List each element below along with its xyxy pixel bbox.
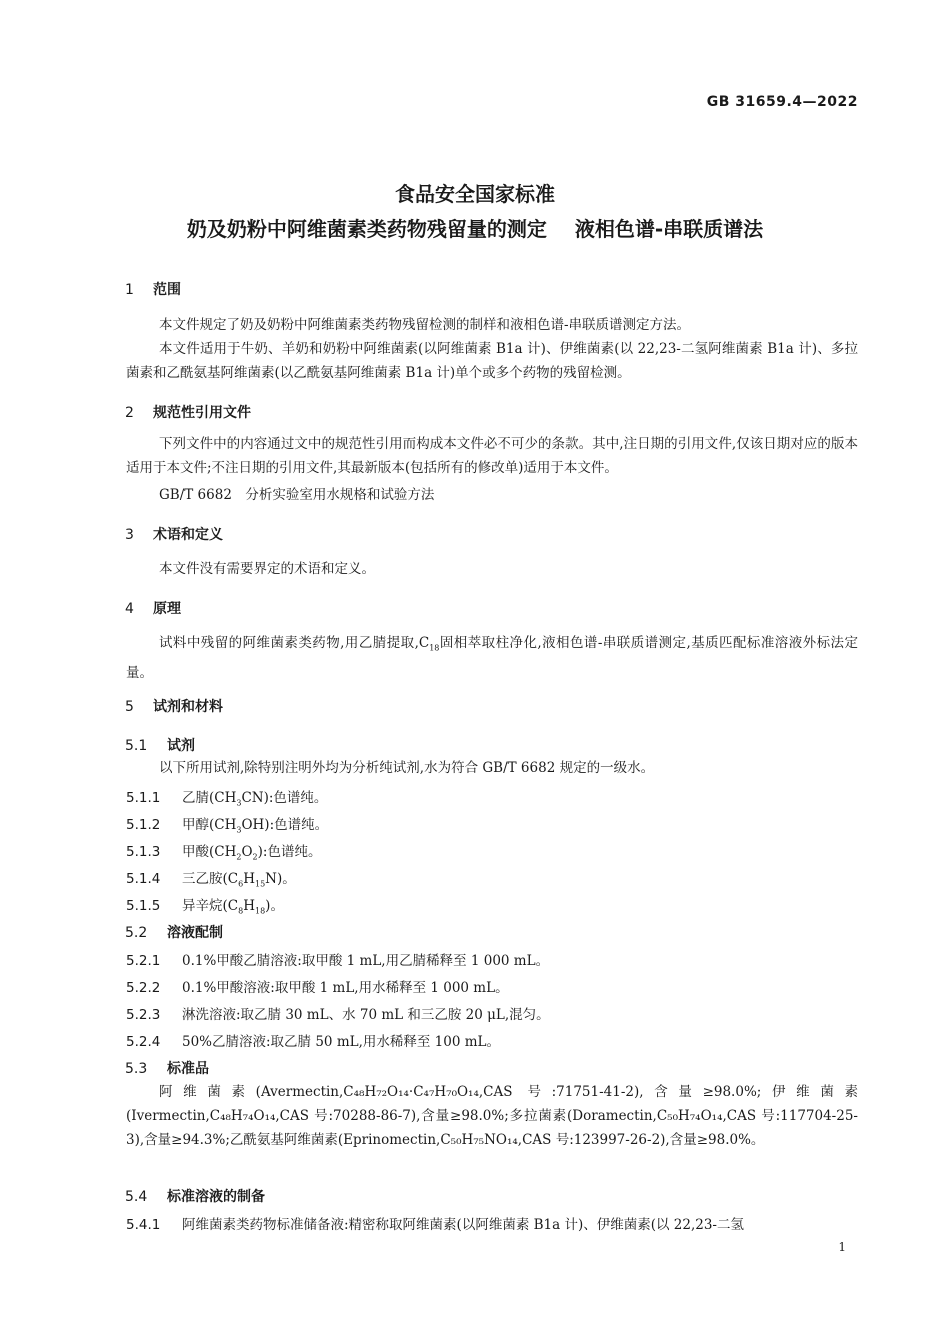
section-1-paragraph-2: 本文件适用于牛奶、羊奶和奶粉中阿维菌素(以阿维菌素 B1a 计)、伊维菌素(以 22,23-二氢阿维菌素 B1a 计)、多拉菌素和乙酰氨基阿维菌素(以乙酰氨基阿维菌素 B1a 计)单个或多个药物的残留检测。 [126, 341, 858, 381]
item-text: 阿维菌素类药物标准储备液:精密称取阿维菌素(以阿维菌素 B1a 计)、伊维菌素(以 22,23-二氢 [182, 1217, 744, 1233]
section-title: 溶液配制 [167, 925, 223, 941]
section-number: 5.1 [125, 738, 148, 754]
section-3-paragraph-1: 本文件没有需要界定的术语和定义。 [159, 561, 375, 577]
text-run: 三乙胺(C [182, 871, 239, 887]
section-number: 2 [125, 405, 134, 421]
subscript: 6 [238, 879, 244, 889]
item-number: 5.2.4 [126, 1034, 161, 1050]
subscript: 15 [254, 879, 266, 889]
section-title: 原理 [153, 601, 181, 617]
text-run: O [241, 844, 253, 860]
list-item [126, 894, 284, 916]
subtitle-method: 液相色谱-串联质谱法 [574, 217, 764, 241]
section-5-1-intro: 以下所用试剂,除特别注明外均为分析纯试剂,水为符合 GB/T 6682 规定的一级水。 [159, 760, 655, 776]
text-run: )。 [265, 898, 284, 914]
text-run: ):色谱纯。 [257, 844, 322, 860]
list-item [126, 786, 327, 808]
list-item [126, 840, 321, 862]
section-2-heading [125, 402, 251, 422]
text-run: H [243, 871, 255, 887]
section-5-heading [125, 696, 223, 716]
section-5-2-heading [125, 922, 223, 942]
section-number: 5.3 [125, 1061, 148, 1077]
text-run: 异辛烷(C [182, 898, 239, 914]
section-title: 术语和定义 [153, 527, 223, 543]
text-run: CN):色谱纯。 [241, 790, 328, 806]
section-5-3-heading [125, 1058, 209, 1078]
section-title: 标准溶液的制备 [167, 1189, 265, 1205]
list-item [126, 1003, 550, 1023]
text-run: 甲醇(CH [182, 817, 237, 833]
section-title: 规范性引用文件 [153, 405, 251, 421]
section-number: 3 [125, 527, 134, 543]
subscript: 3 [236, 798, 242, 808]
item-text: 0.1%甲酸溶液:取甲酸 1 mL,用水稀释至 1 000 mL。 [182, 980, 509, 996]
subscript: 2 [252, 852, 258, 862]
item-number: 5.1.5 [126, 898, 161, 914]
text-run: OH):色谱纯。 [241, 817, 329, 833]
text-run: 甲酸(CH [182, 844, 237, 860]
section-title: 范围 [153, 282, 181, 298]
text-run: N)。 [265, 871, 296, 887]
section-1-paragraph-1: 本文件规定了奶及奶粉中阿维菌素类药物残留检测的制样和液相色谱-串联质谱测定方法。 [159, 317, 691, 333]
item-number: 5.4.1 [126, 1217, 161, 1233]
section-title: 试剂 [167, 738, 195, 754]
text-run: 固相萃取柱净化,液相色谱-串联质谱测定,基质匹配标准溶液外标法定量。 [126, 635, 858, 681]
page-number: 1 [838, 1240, 846, 1254]
subtitle-main: 奶及奶粉中阿维菌素类药物残留量的测定 [186, 217, 547, 241]
list-item [126, 867, 296, 889]
section-number: 1 [125, 282, 134, 298]
section-title: 标准品 [167, 1061, 209, 1077]
subscript: 3 [236, 825, 242, 835]
text-run: 试料中残留的阿维菌素类药物,用乙腈提取,C [159, 635, 430, 651]
item-number: 5.1.1 [126, 790, 161, 806]
section-5-3-paragraph: 阿维菌素(Avermectin,C₄₈H₇₂O₁₄·C₄₇H₇₀O₁₄,CAS 号:71751-41-2),含量≥98.0%;伊维菌素(Ivermectin,C₄₈H₇₄O₁₄,CAS 号:70288-86-7),含量≥98.0%;多拉菌素(Doramectin,C₅₀H₇₄O₁₄,CAS 号:117704-25-3),含量≥94.3%;乙酰氨基阿维菌素(Eprinomectin,C₅₀H₇₅NO₁₄,CAS 号:123997-26-2),含量≥98.0%。 [126, 1084, 858, 1148]
section-number: 5.4 [125, 1189, 148, 1205]
section-1-heading [125, 279, 181, 299]
section-5-4-heading [125, 1186, 265, 1206]
section-2-paragraph-1: 下列文件中的内容通过文中的规范性引用而构成本文件必不可少的条款。其中,注日期的引用文件,仅该日期对应的版本适用于本文件;不注日期的引用文件,其最新版本(包括所有的修改单)适用于本文件。 [126, 436, 858, 476]
subscript: 18 [429, 643, 440, 653]
section-title: 试剂和材料 [153, 699, 223, 715]
list-item [126, 976, 509, 996]
item-number: 5.1.3 [126, 844, 161, 860]
item-number: 5.2.1 [126, 953, 161, 969]
page-subtitle [0, 213, 950, 242]
section-4-heading [125, 598, 181, 618]
page-title: 食品安全国家标准 [395, 182, 555, 206]
list-item [126, 949, 549, 969]
section-number: 4 [125, 601, 134, 617]
subscript: 2 [236, 852, 242, 862]
item-number: 5.2.2 [126, 980, 161, 996]
subscript: 18 [254, 906, 266, 916]
list-item [126, 1213, 744, 1233]
list-item [126, 1030, 500, 1050]
text-run: 乙腈(CH [182, 790, 237, 806]
text-run: H [243, 898, 255, 914]
section-number: 5 [125, 699, 134, 715]
item-number: 5.2.3 [126, 1007, 161, 1023]
section-3-heading [125, 524, 223, 544]
item-text: 0.1%甲酸乙腈溶液:取甲酸 1 mL,用乙腈稀释至 1 000 mL。 [182, 953, 550, 969]
subscript: 8 [238, 906, 244, 916]
item-number: 5.1.4 [126, 871, 161, 887]
section-4-paragraph-1 [126, 631, 858, 685]
section-number: 5.2 [125, 925, 148, 941]
item-text: 50%乙腈溶液:取乙腈 50 mL,用水稀释至 100 mL。 [182, 1034, 500, 1050]
item-number: 5.1.2 [126, 817, 161, 833]
document-code: GB 31659.4—2022 [706, 94, 858, 110]
item-text: 淋洗溶液:取乙腈 30 mL、水 70 mL 和三乙胺 20 μL,混匀。 [182, 1007, 550, 1023]
section-2-reference: GB/T 6682 分析实验室用水规格和试验方法 [159, 487, 435, 503]
list-item [126, 813, 328, 835]
section-5-1-heading [125, 735, 195, 755]
